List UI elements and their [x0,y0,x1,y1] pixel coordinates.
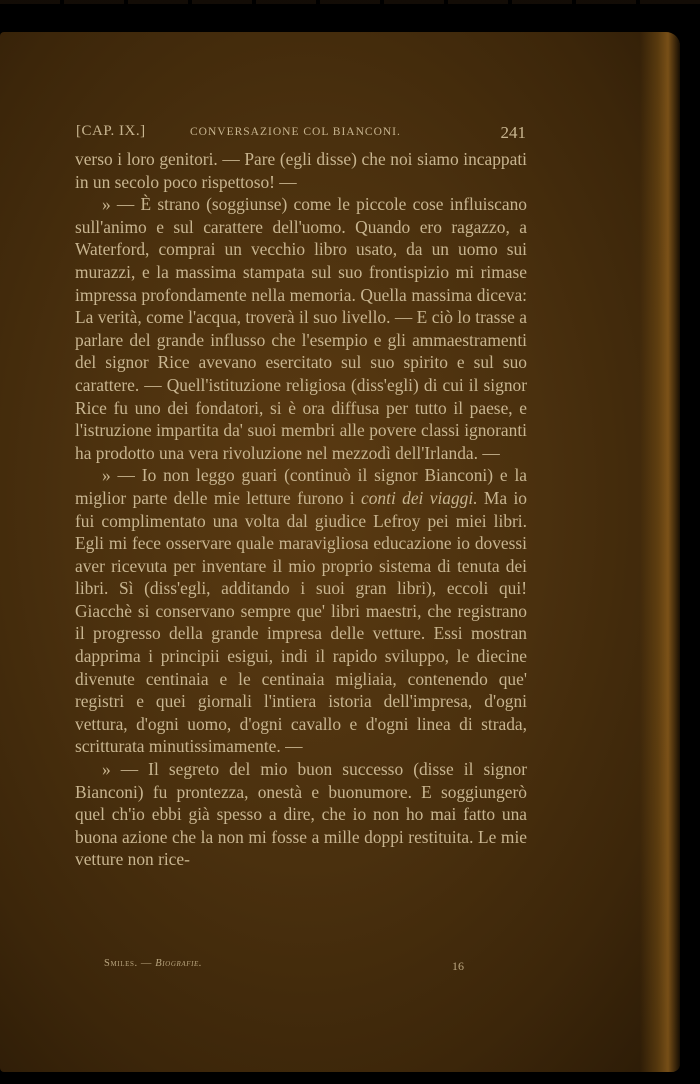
page-number: 241 [500,123,526,142]
running-title: CONVERSAZIONE COL BIANCONI. [190,126,401,138]
signature-author: Smiles. [104,958,138,969]
signature-line [104,958,464,976]
signature-title: Biografie. [155,958,203,969]
paragraph [75,464,527,758]
paragraph: » — È strano (soggiunse) come le piccole cose influiscano sull'animo e sul carattere dell'uomo. Quando ero ragazzo, a Waterford, comprai un vecchio libro usato, da un uomo sui murazzi, e la massima stampata sul suo frontispizio mi rimase impressa profondamente nella memoria. Quella massima diceva: La verità, come l'acqua, troverà il suo livello. — E ciò lo trasse a parlare del grande influsso che l'esempio e gli ammaestramenti del signor Rice avevano esercitato sul suo spirito e sul suo carattere. — Quell'istituzione religiosa (diss'egli) di cui il signor Rice fu uno dei fondatori, si è ora diffusa per tutto il paese, e l'istruzione impartita da' suoi membri alle povere classi ignoranti ha prodotto una vera rivoluzione nel mezzodì dell'Irlanda. — [75,194,527,463]
page-body [75,148,527,871]
paragraph-text: Ma io fui complimentato una volta dal giudice Lefroy pei miei libri. Egli mi fece osservare quale maravigliosa educazione io dovessi aver ricevuta per inventare il mio proprio sistema di tenuta dei libri. Sì (diss'egli, additando i suoi gran libri), eccoli qui! Giacchè si conservano sempre que' libri maestri, che registrano il progresso della grande impresa delle vetture. Essi mostran dapprima i principii esigui, indi il rapido sviluppo, le diecine divenute centinaia e le centinaia migliaia, contenendo que' registri e quei giornali l'intiera istoria dell'impresa, d'ogni vettura, d'ogni uomo, d'ogni cavallo e d'ogni linea di strada, scritturata minutissimamente. — [75,487,527,757]
paragraph-text: » — Io non leggo guari (continuò il signor Bianconi) e la miglior parte delle mie letture furono i [75,465,527,508]
chapter-label: [CAP. IX.] [76,123,146,139]
signature-separator: — [137,958,156,969]
italic-phrase: conti dei viaggi. [361,487,478,508]
sheet-number: 16 [452,959,464,973]
running-header [76,123,526,143]
paragraph-continuation: verso i loro genitori. — Pare (egli disse) che noi siamo incappati in un secolo poco rispettoso! — [75,149,527,192]
signature-mark [104,958,202,969]
paragraph: » — Il segreto del mio buon successo (disse il signor Bianconi) fu prontezza, onestà e buonumore. E soggiungerò quel ch'io ebbi già spesso a dire, che io non ho mai fatto una buona azione che la non mi fosse a mille doppi restituita. Le mie vetture non rice- [75,759,527,870]
page-edge-shadow [640,32,680,1072]
scan-top-border [0,0,700,4]
